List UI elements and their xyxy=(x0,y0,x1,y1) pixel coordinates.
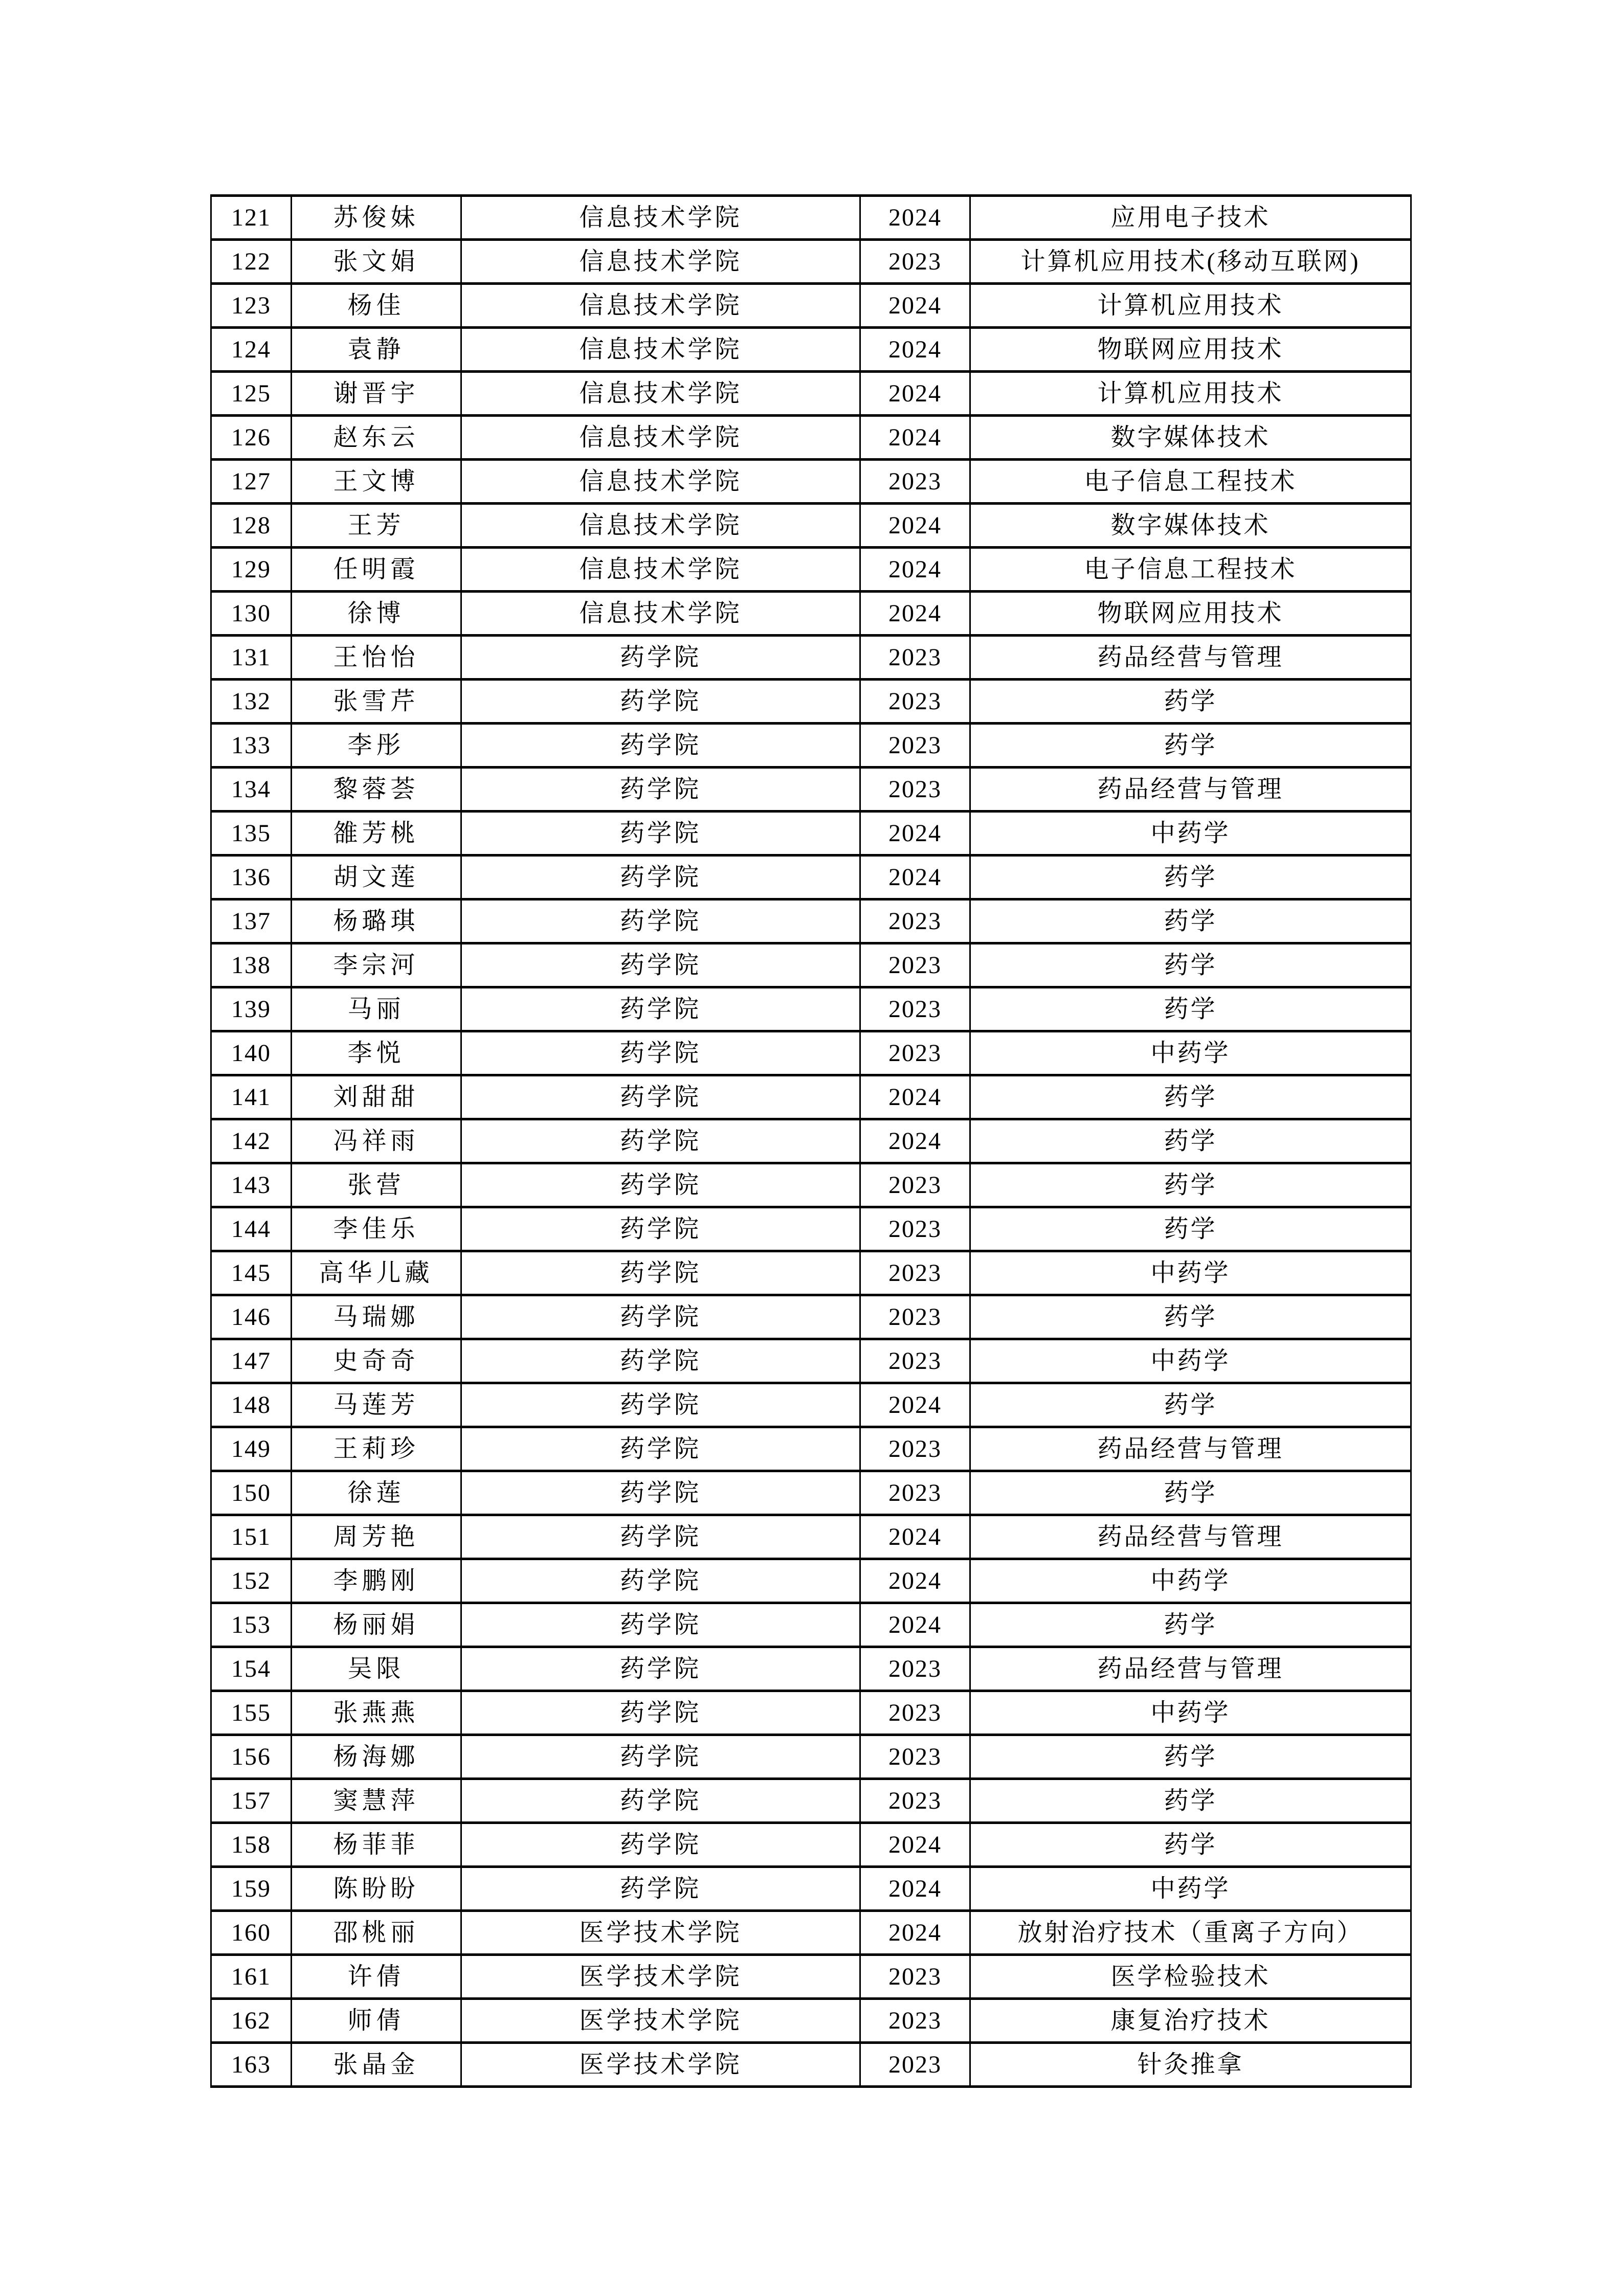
cell-major: 物联网应用技术 xyxy=(970,328,1411,372)
table-row xyxy=(211,1207,1411,1251)
cell-major: 药学 xyxy=(970,943,1411,987)
cell-college: 药学院 xyxy=(461,943,860,987)
cell-major: 电子信息工程技术 xyxy=(970,460,1411,504)
cell-year: 2024 xyxy=(860,1383,970,1427)
cell-college: 药学院 xyxy=(461,1163,860,1207)
table-row xyxy=(211,592,1411,636)
cell-year: 2023 xyxy=(860,2043,970,2087)
cell-year: 2024 xyxy=(860,1119,970,1163)
cell-major: 中药学 xyxy=(970,1251,1411,1295)
cell-year: 2023 xyxy=(860,1031,970,1075)
cell-student-name: 王莉珍 xyxy=(292,1427,461,1471)
cell-student-name: 刘甜甜 xyxy=(292,1075,461,1119)
cell-college: 信息技术学院 xyxy=(461,592,860,636)
table-row xyxy=(211,1999,1411,2043)
cell-major: 计算机应用技术 xyxy=(970,372,1411,416)
table-row xyxy=(211,1559,1411,1603)
table-row xyxy=(211,328,1411,372)
table-row xyxy=(211,812,1411,856)
cell-major: 数字媒体技术 xyxy=(970,416,1411,460)
table-row xyxy=(211,1779,1411,1823)
table-row xyxy=(211,1383,1411,1427)
cell-student-name: 王怡怡 xyxy=(292,636,461,680)
cell-major: 针灸推拿 xyxy=(970,2043,1411,2087)
cell-student-name: 吴限 xyxy=(292,1647,461,1691)
table-row xyxy=(211,680,1411,724)
cell-college: 药学院 xyxy=(461,724,860,768)
cell-college: 医学技术学院 xyxy=(461,2043,860,2087)
cell-student-name: 王文博 xyxy=(292,460,461,504)
cell-row-number: 149 xyxy=(211,1427,292,1471)
cell-student-name: 师倩 xyxy=(292,1999,461,2043)
cell-year: 2024 xyxy=(860,856,970,899)
cell-year: 2023 xyxy=(860,943,970,987)
cell-year: 2023 xyxy=(860,1735,970,1779)
cell-student-name: 冯祥雨 xyxy=(292,1119,461,1163)
cell-row-number: 147 xyxy=(211,1339,292,1383)
cell-major: 药学 xyxy=(970,1383,1411,1427)
table-row xyxy=(211,856,1411,899)
table-row xyxy=(211,724,1411,768)
table-row xyxy=(211,416,1411,460)
cell-student-name: 杨佳 xyxy=(292,284,461,328)
table-row xyxy=(211,548,1411,592)
table-row xyxy=(211,1515,1411,1559)
cell-major: 中药学 xyxy=(970,1691,1411,1735)
table-row xyxy=(211,1427,1411,1471)
cell-college: 药学院 xyxy=(461,1779,860,1823)
cell-year: 2024 xyxy=(860,548,970,592)
cell-row-number: 143 xyxy=(211,1163,292,1207)
cell-row-number: 146 xyxy=(211,1295,292,1339)
cell-student-name: 张文娟 xyxy=(292,240,461,284)
cell-year: 2023 xyxy=(860,1999,970,2043)
cell-college: 信息技术学院 xyxy=(461,372,860,416)
cell-row-number: 128 xyxy=(211,504,292,548)
cell-year: 2024 xyxy=(860,416,970,460)
cell-year: 2023 xyxy=(860,1647,970,1691)
student-roster-table-container xyxy=(210,194,1410,2088)
cell-year: 2024 xyxy=(860,284,970,328)
cell-major: 计算机应用技术 xyxy=(970,284,1411,328)
cell-student-name: 马莲芳 xyxy=(292,1383,461,1427)
cell-row-number: 141 xyxy=(211,1075,292,1119)
cell-year: 2024 xyxy=(860,504,970,548)
cell-college: 医学技术学院 xyxy=(461,1999,860,2043)
cell-student-name: 杨丽娟 xyxy=(292,1603,461,1647)
cell-major: 应用电子技术 xyxy=(970,196,1411,240)
cell-major: 医学检验技术 xyxy=(970,1955,1411,1999)
cell-year: 2024 xyxy=(860,592,970,636)
cell-college: 药学院 xyxy=(461,1075,860,1119)
cell-year: 2023 xyxy=(860,1955,970,1999)
cell-row-number: 144 xyxy=(211,1207,292,1251)
cell-student-name: 史奇奇 xyxy=(292,1339,461,1383)
cell-year: 2024 xyxy=(860,1075,970,1119)
cell-college: 药学院 xyxy=(461,1295,860,1339)
table-row xyxy=(211,504,1411,548)
cell-student-name: 李彤 xyxy=(292,724,461,768)
cell-college: 药学院 xyxy=(461,1515,860,1559)
cell-year: 2024 xyxy=(860,812,970,856)
cell-row-number: 126 xyxy=(211,416,292,460)
table-row xyxy=(211,943,1411,987)
cell-college: 医学技术学院 xyxy=(461,1955,860,1999)
cell-college: 药学院 xyxy=(461,1647,860,1691)
cell-major: 电子信息工程技术 xyxy=(970,548,1411,592)
cell-student-name: 杨璐琪 xyxy=(292,899,461,943)
cell-college: 药学院 xyxy=(461,680,860,724)
cell-row-number: 153 xyxy=(211,1603,292,1647)
cell-year: 2024 xyxy=(860,196,970,240)
cell-major: 药品经营与管理 xyxy=(970,1427,1411,1471)
cell-major: 药学 xyxy=(970,1207,1411,1251)
cell-row-number: 131 xyxy=(211,636,292,680)
cell-row-number: 163 xyxy=(211,2043,292,2087)
cell-row-number: 157 xyxy=(211,1779,292,1823)
cell-major: 药品经营与管理 xyxy=(970,636,1411,680)
cell-major: 康复治疗技术 xyxy=(970,1999,1411,2043)
cell-college: 药学院 xyxy=(461,1559,860,1603)
cell-year: 2023 xyxy=(860,899,970,943)
cell-row-number: 134 xyxy=(211,768,292,812)
table-row xyxy=(211,2043,1411,2087)
cell-year: 2023 xyxy=(860,636,970,680)
cell-row-number: 150 xyxy=(211,1471,292,1515)
cell-college: 药学院 xyxy=(461,1691,860,1735)
cell-year: 2024 xyxy=(860,328,970,372)
table-row xyxy=(211,899,1411,943)
cell-college: 信息技术学院 xyxy=(461,416,860,460)
table-row xyxy=(211,1075,1411,1119)
cell-year: 2023 xyxy=(860,1295,970,1339)
cell-year: 2023 xyxy=(860,1207,970,1251)
table-row xyxy=(211,768,1411,812)
cell-student-name: 徐莲 xyxy=(292,1471,461,1515)
cell-college: 信息技术学院 xyxy=(461,284,860,328)
cell-year: 2023 xyxy=(860,1251,970,1295)
cell-year: 2024 xyxy=(860,372,970,416)
cell-row-number: 154 xyxy=(211,1647,292,1691)
student-roster-table-body xyxy=(211,196,1411,2087)
cell-college: 药学院 xyxy=(461,856,860,899)
cell-row-number: 132 xyxy=(211,680,292,724)
table-row xyxy=(211,1911,1411,1955)
cell-year: 2023 xyxy=(860,1339,970,1383)
table-row xyxy=(211,1031,1411,1075)
cell-major: 药学 xyxy=(970,899,1411,943)
cell-year: 2023 xyxy=(860,987,970,1031)
cell-student-name: 高华儿藏 xyxy=(292,1251,461,1295)
cell-row-number: 156 xyxy=(211,1735,292,1779)
cell-college: 药学院 xyxy=(461,768,860,812)
cell-row-number: 151 xyxy=(211,1515,292,1559)
table-row xyxy=(211,1955,1411,1999)
cell-year: 2023 xyxy=(860,1779,970,1823)
cell-row-number: 161 xyxy=(211,1955,292,1999)
cell-year: 2023 xyxy=(860,724,970,768)
cell-student-name: 张晶金 xyxy=(292,2043,461,2087)
cell-college: 药学院 xyxy=(461,1207,860,1251)
table-row xyxy=(211,636,1411,680)
cell-row-number: 142 xyxy=(211,1119,292,1163)
cell-student-name: 许倩 xyxy=(292,1955,461,1999)
cell-year: 2024 xyxy=(860,1515,970,1559)
cell-row-number: 133 xyxy=(211,724,292,768)
cell-row-number: 125 xyxy=(211,372,292,416)
cell-row-number: 121 xyxy=(211,196,292,240)
cell-student-name: 张雪芹 xyxy=(292,680,461,724)
cell-major: 中药学 xyxy=(970,1559,1411,1603)
cell-major: 药品经营与管理 xyxy=(970,1647,1411,1691)
cell-college: 信息技术学院 xyxy=(461,196,860,240)
cell-student-name: 窦慧萍 xyxy=(292,1779,461,1823)
cell-student-name: 张燕燕 xyxy=(292,1691,461,1735)
cell-college: 药学院 xyxy=(461,1031,860,1075)
cell-row-number: 130 xyxy=(211,592,292,636)
cell-student-name: 任明霞 xyxy=(292,548,461,592)
table-row xyxy=(211,1471,1411,1515)
table-row xyxy=(211,1647,1411,1691)
cell-row-number: 162 xyxy=(211,1999,292,2043)
table-row xyxy=(211,1295,1411,1339)
cell-row-number: 127 xyxy=(211,460,292,504)
cell-year: 2023 xyxy=(860,1691,970,1735)
cell-student-name: 谢晋宇 xyxy=(292,372,461,416)
table-row xyxy=(211,1691,1411,1735)
cell-year: 2023 xyxy=(860,768,970,812)
table-row xyxy=(211,460,1411,504)
cell-student-name: 赵东云 xyxy=(292,416,461,460)
cell-year: 2024 xyxy=(860,1559,970,1603)
table-row xyxy=(211,1823,1411,1867)
cell-college: 药学院 xyxy=(461,812,860,856)
cell-college: 药学院 xyxy=(461,1383,860,1427)
cell-student-name: 陈盼盼 xyxy=(292,1867,461,1911)
cell-college: 信息技术学院 xyxy=(461,504,860,548)
cell-major: 药学 xyxy=(970,1119,1411,1163)
cell-year: 2024 xyxy=(860,1603,970,1647)
cell-major: 药学 xyxy=(970,1471,1411,1515)
table-row xyxy=(211,1119,1411,1163)
cell-student-name: 杨菲菲 xyxy=(292,1823,461,1867)
cell-student-name: 雒芳桃 xyxy=(292,812,461,856)
cell-college: 药学院 xyxy=(461,1427,860,1471)
cell-row-number: 129 xyxy=(211,548,292,592)
cell-student-name: 苏俊妹 xyxy=(292,196,461,240)
cell-major: 中药学 xyxy=(970,1867,1411,1911)
cell-row-number: 137 xyxy=(211,899,292,943)
cell-college: 药学院 xyxy=(461,1823,860,1867)
cell-college: 信息技术学院 xyxy=(461,240,860,284)
table-row xyxy=(211,1163,1411,1207)
cell-year: 2023 xyxy=(860,1163,970,1207)
cell-student-name: 李悦 xyxy=(292,1031,461,1075)
cell-college: 药学院 xyxy=(461,987,860,1031)
table-row xyxy=(211,240,1411,284)
cell-college: 信息技术学院 xyxy=(461,548,860,592)
cell-row-number: 159 xyxy=(211,1867,292,1911)
cell-row-number: 160 xyxy=(211,1911,292,1955)
table-row xyxy=(211,987,1411,1031)
cell-row-number: 148 xyxy=(211,1383,292,1427)
cell-year: 2023 xyxy=(860,240,970,284)
table-row xyxy=(211,1735,1411,1779)
cell-student-name: 张营 xyxy=(292,1163,461,1207)
cell-major: 药学 xyxy=(970,1075,1411,1119)
cell-major: 中药学 xyxy=(970,1339,1411,1383)
table-row xyxy=(211,1251,1411,1295)
cell-year: 2023 xyxy=(860,680,970,724)
cell-major: 中药学 xyxy=(970,812,1411,856)
cell-student-name: 黎蓉荟 xyxy=(292,768,461,812)
cell-college: 药学院 xyxy=(461,1471,860,1515)
cell-student-name: 邵桃丽 xyxy=(292,1911,461,1955)
cell-college: 药学院 xyxy=(461,899,860,943)
cell-student-name: 杨海娜 xyxy=(292,1735,461,1779)
cell-major: 药品经营与管理 xyxy=(970,1515,1411,1559)
cell-major: 中药学 xyxy=(970,1031,1411,1075)
cell-row-number: 155 xyxy=(211,1691,292,1735)
cell-year: 2023 xyxy=(860,460,970,504)
cell-major: 放射治疗技术（重离子方向） xyxy=(970,1911,1411,1955)
cell-major: 药学 xyxy=(970,1603,1411,1647)
cell-row-number: 135 xyxy=(211,812,292,856)
cell-college: 药学院 xyxy=(461,1339,860,1383)
table-row xyxy=(211,196,1411,240)
cell-row-number: 145 xyxy=(211,1251,292,1295)
cell-student-name: 周芳艳 xyxy=(292,1515,461,1559)
cell-student-name: 李佳乐 xyxy=(292,1207,461,1251)
cell-student-name: 马丽 xyxy=(292,987,461,1031)
cell-student-name: 马瑞娜 xyxy=(292,1295,461,1339)
cell-college: 药学院 xyxy=(461,1603,860,1647)
cell-year: 2024 xyxy=(860,1911,970,1955)
cell-major: 药学 xyxy=(970,1823,1411,1867)
cell-year: 2024 xyxy=(860,1823,970,1867)
cell-major: 药学 xyxy=(970,1295,1411,1339)
table-row xyxy=(211,372,1411,416)
student-roster-table xyxy=(210,194,1412,2088)
cell-year: 2023 xyxy=(860,1427,970,1471)
cell-row-number: 136 xyxy=(211,856,292,899)
cell-major: 药学 xyxy=(970,987,1411,1031)
cell-year: 2023 xyxy=(860,1471,970,1515)
cell-major: 物联网应用技术 xyxy=(970,592,1411,636)
cell-college: 医学技术学院 xyxy=(461,1911,860,1955)
cell-major: 数字媒体技术 xyxy=(970,504,1411,548)
cell-major: 药学 xyxy=(970,724,1411,768)
cell-row-number: 158 xyxy=(211,1823,292,1867)
cell-major: 药学 xyxy=(970,1163,1411,1207)
table-row xyxy=(211,284,1411,328)
cell-major: 药学 xyxy=(970,680,1411,724)
cell-major: 计算机应用技术(移动互联网) xyxy=(970,240,1411,284)
cell-row-number: 152 xyxy=(211,1559,292,1603)
cell-student-name: 胡文莲 xyxy=(292,856,461,899)
cell-student-name: 李鹏刚 xyxy=(292,1559,461,1603)
cell-student-name: 袁静 xyxy=(292,328,461,372)
table-row xyxy=(211,1339,1411,1383)
cell-college: 药学院 xyxy=(461,1867,860,1911)
cell-college: 药学院 xyxy=(461,636,860,680)
cell-college: 信息技术学院 xyxy=(461,328,860,372)
cell-student-name: 王芳 xyxy=(292,504,461,548)
cell-student-name: 徐博 xyxy=(292,592,461,636)
cell-row-number: 122 xyxy=(211,240,292,284)
cell-major: 药学 xyxy=(970,856,1411,899)
cell-year: 2024 xyxy=(860,1867,970,1911)
cell-major: 药学 xyxy=(970,1779,1411,1823)
cell-row-number: 140 xyxy=(211,1031,292,1075)
cell-row-number: 139 xyxy=(211,987,292,1031)
cell-college: 药学院 xyxy=(461,1735,860,1779)
cell-major: 药学 xyxy=(970,1735,1411,1779)
cell-row-number: 124 xyxy=(211,328,292,372)
cell-college: 信息技术学院 xyxy=(461,460,860,504)
cell-row-number: 138 xyxy=(211,943,292,987)
cell-college: 药学院 xyxy=(461,1119,860,1163)
cell-row-number: 123 xyxy=(211,284,292,328)
table-row xyxy=(211,1867,1411,1911)
cell-major: 药品经营与管理 xyxy=(970,768,1411,812)
table-row xyxy=(211,1603,1411,1647)
cell-student-name: 李宗河 xyxy=(292,943,461,987)
cell-college: 药学院 xyxy=(461,1251,860,1295)
